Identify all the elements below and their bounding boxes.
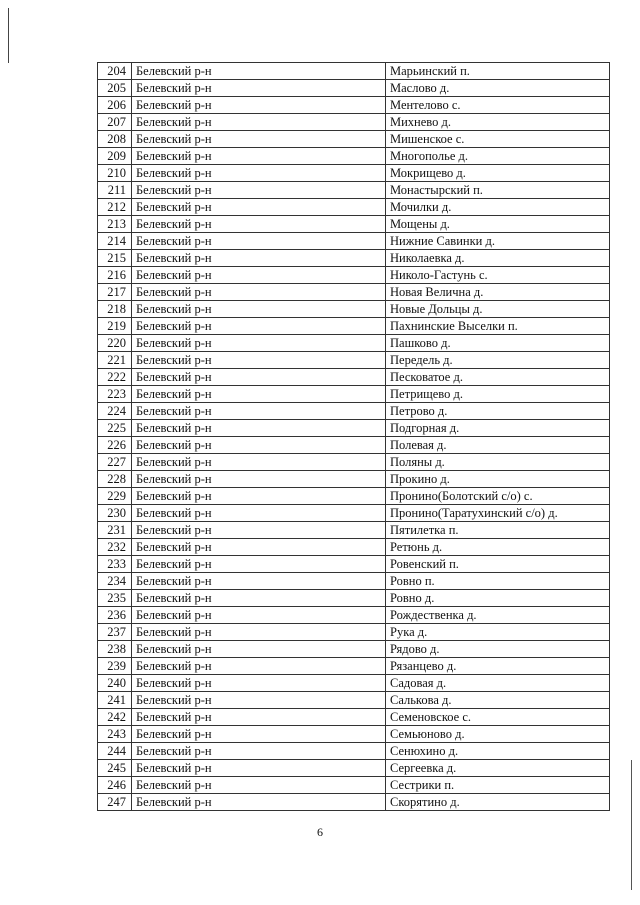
table-row (98, 777, 610, 794)
district-cell: Белевский р-н (132, 709, 386, 726)
district-cell: Белевский р-н (132, 692, 386, 709)
district-cell: Белевский р-н (132, 233, 386, 250)
district-cell: Белевский р-н (132, 369, 386, 386)
table-row (98, 284, 610, 301)
district-cell: Белевский р-н (132, 148, 386, 165)
district-cell: Белевский р-н (132, 743, 386, 760)
table-row (98, 301, 610, 318)
locality-cell: Ровно п. (386, 573, 610, 590)
table-row (98, 369, 610, 386)
district-cell: Белевский р-н (132, 80, 386, 97)
table-row (98, 199, 610, 216)
row-number-cell: 227 (98, 454, 132, 471)
locality-cell: Ментелово с. (386, 97, 610, 114)
district-cell: Белевский р-н (132, 488, 386, 505)
district-cell: Белевский р-н (132, 386, 386, 403)
locality-cell: Николаевка д. (386, 250, 610, 267)
row-number-cell: 211 (98, 182, 132, 199)
district-cell: Белевский р-н (132, 250, 386, 267)
table-row (98, 131, 610, 148)
table-row (98, 590, 610, 607)
district-cell: Белевский р-н (132, 539, 386, 556)
locality-table-body (98, 63, 610, 811)
row-number-cell: 238 (98, 641, 132, 658)
locality-cell: Подгорная д. (386, 420, 610, 437)
district-cell: Белевский р-н (132, 590, 386, 607)
row-number-cell: 226 (98, 437, 132, 454)
row-number-cell: 206 (98, 97, 132, 114)
locality-cell: Пятилетка п. (386, 522, 610, 539)
locality-cell: Пашково д. (386, 335, 610, 352)
table-row (98, 573, 610, 590)
row-number-cell: 217 (98, 284, 132, 301)
district-cell: Белевский р-н (132, 624, 386, 641)
row-number-cell: 246 (98, 777, 132, 794)
table-row (98, 437, 610, 454)
locality-cell: Михнево д. (386, 114, 610, 131)
table-row (98, 743, 610, 760)
table-row (98, 182, 610, 199)
district-cell: Белевский р-н (132, 607, 386, 624)
locality-cell: Ровенский п. (386, 556, 610, 573)
table-row (98, 709, 610, 726)
row-number-cell: 239 (98, 658, 132, 675)
scan-edge-mark (8, 8, 9, 63)
row-number-cell: 207 (98, 114, 132, 131)
row-number-cell: 215 (98, 250, 132, 267)
row-number-cell: 210 (98, 165, 132, 182)
locality-cell: Сенюхино д. (386, 743, 610, 760)
district-cell: Белевский р-н (132, 301, 386, 318)
locality-cell: Рука д. (386, 624, 610, 641)
locality-cell: Новые Дольцы д. (386, 301, 610, 318)
district-cell: Белевский р-н (132, 403, 386, 420)
locality-cell: Маслово д. (386, 80, 610, 97)
table-row (98, 726, 610, 743)
table-row (98, 250, 610, 267)
locality-cell: Мокрищево д. (386, 165, 610, 182)
row-number-cell: 236 (98, 607, 132, 624)
row-number-cell: 214 (98, 233, 132, 250)
table-row (98, 216, 610, 233)
row-number-cell: 222 (98, 369, 132, 386)
table-row (98, 80, 610, 97)
locality-cell: Нижние Савинки д. (386, 233, 610, 250)
locality-cell: Семьюново д. (386, 726, 610, 743)
locality-cell: Новая Велична д. (386, 284, 610, 301)
table-row (98, 539, 610, 556)
locality-cell: Поляны д. (386, 454, 610, 471)
locality-cell: Петрищево д. (386, 386, 610, 403)
district-cell: Белевский р-н (132, 556, 386, 573)
locality-cell: Семеновское с. (386, 709, 610, 726)
locality-cell: Марьинский п. (386, 63, 610, 80)
row-number-cell: 233 (98, 556, 132, 573)
table-row (98, 148, 610, 165)
district-cell: Белевский р-н (132, 522, 386, 539)
district-cell: Белевский р-н (132, 97, 386, 114)
district-cell: Белевский р-н (132, 777, 386, 794)
row-number-cell: 224 (98, 403, 132, 420)
table-row (98, 97, 610, 114)
district-cell: Белевский р-н (132, 658, 386, 675)
row-number-cell: 209 (98, 148, 132, 165)
row-number-cell: 245 (98, 760, 132, 777)
row-number-cell: 205 (98, 80, 132, 97)
row-number-cell: 216 (98, 267, 132, 284)
district-cell: Белевский р-н (132, 165, 386, 182)
locality-cell: Прокино д. (386, 471, 610, 488)
table-row (98, 165, 610, 182)
district-cell: Белевский р-н (132, 284, 386, 301)
locality-cell: Садовая д. (386, 675, 610, 692)
district-cell: Белевский р-н (132, 318, 386, 335)
table-row (98, 760, 610, 777)
locality-cell: Сестрики п. (386, 777, 610, 794)
row-number-cell: 241 (98, 692, 132, 709)
row-number-cell: 225 (98, 420, 132, 437)
district-cell: Белевский р-н (132, 454, 386, 471)
locality-cell: Пронино(Таратухинский с/о) д. (386, 505, 610, 522)
locality-cell: Николо-Гастунь с. (386, 267, 610, 284)
row-number-cell: 218 (98, 301, 132, 318)
locality-cell: Мочилки д. (386, 199, 610, 216)
district-cell: Белевский р-н (132, 726, 386, 743)
locality-cell: Петрово д. (386, 403, 610, 420)
district-cell: Белевский р-н (132, 216, 386, 233)
district-cell: Белевский р-н (132, 114, 386, 131)
row-number-cell: 230 (98, 505, 132, 522)
locality-cell: Рядово д. (386, 641, 610, 658)
row-number-cell: 219 (98, 318, 132, 335)
locality-cell: Мощены д. (386, 216, 610, 233)
district-cell: Белевский р-н (132, 335, 386, 352)
table-row (98, 386, 610, 403)
row-number-cell: 223 (98, 386, 132, 403)
row-number-cell: 243 (98, 726, 132, 743)
table-row (98, 641, 610, 658)
district-cell: Белевский р-н (132, 794, 386, 811)
row-number-cell: 235 (98, 590, 132, 607)
table-row (98, 63, 610, 80)
district-cell: Белевский р-н (132, 505, 386, 522)
locality-cell: Полевая д. (386, 437, 610, 454)
locality-cell: Ровно д. (386, 590, 610, 607)
row-number-cell: 240 (98, 675, 132, 692)
table-row (98, 233, 610, 250)
page-number: 6 (317, 825, 323, 839)
table-row (98, 556, 610, 573)
row-number-cell: 221 (98, 352, 132, 369)
district-cell: Белевский р-н (132, 471, 386, 488)
locality-cell: Рождественка д. (386, 607, 610, 624)
table-row (98, 318, 610, 335)
table-row (98, 794, 610, 811)
district-cell: Белевский р-н (132, 131, 386, 148)
table-row (98, 352, 610, 369)
row-number-cell: 244 (98, 743, 132, 760)
table-row (98, 454, 610, 471)
table-row (98, 403, 610, 420)
district-cell: Белевский р-н (132, 760, 386, 777)
row-number-cell: 237 (98, 624, 132, 641)
row-number-cell: 212 (98, 199, 132, 216)
table-row (98, 420, 610, 437)
row-number-cell: 204 (98, 63, 132, 80)
row-number-cell: 228 (98, 471, 132, 488)
locality-cell: Многополье д. (386, 148, 610, 165)
district-cell: Белевский р-н (132, 182, 386, 199)
row-number-cell: 220 (98, 335, 132, 352)
district-cell: Белевский р-н (132, 63, 386, 80)
table-row (98, 267, 610, 284)
row-number-cell: 242 (98, 709, 132, 726)
table-row (98, 675, 610, 692)
row-number-cell: 208 (98, 131, 132, 148)
district-cell: Белевский р-н (132, 675, 386, 692)
table-row (98, 624, 610, 641)
locality-cell: Ретюнь д. (386, 539, 610, 556)
locality-cell: Салькова д. (386, 692, 610, 709)
table-row (98, 607, 610, 624)
district-cell: Белевский р-н (132, 267, 386, 284)
locality-cell: Передель д. (386, 352, 610, 369)
locality-cell: Пронино(Болотский с/о) с. (386, 488, 610, 505)
row-number-cell: 234 (98, 573, 132, 590)
table-row (98, 658, 610, 675)
district-cell: Белевский р-н (132, 437, 386, 454)
row-number-cell: 231 (98, 522, 132, 539)
table-row (98, 692, 610, 709)
locality-cell: Мишенское с. (386, 131, 610, 148)
table-row (98, 505, 610, 522)
locality-cell: Монастырский п. (386, 182, 610, 199)
row-number-cell: 232 (98, 539, 132, 556)
district-cell: Белевский р-н (132, 420, 386, 437)
row-number-cell: 213 (98, 216, 132, 233)
row-number-cell: 247 (98, 794, 132, 811)
locality-cell: Песковатое д. (386, 369, 610, 386)
district-cell: Белевский р-н (132, 352, 386, 369)
district-cell: Белевский р-н (132, 573, 386, 590)
row-number-cell: 229 (98, 488, 132, 505)
table-row (98, 522, 610, 539)
locality-table (97, 62, 610, 811)
table-row (98, 471, 610, 488)
locality-cell: Рязанцево д. (386, 658, 610, 675)
locality-cell: Сергеевка д. (386, 760, 610, 777)
table-row (98, 335, 610, 352)
district-cell: Белевский р-н (132, 199, 386, 216)
table-row (98, 114, 610, 131)
table-row (98, 488, 610, 505)
locality-cell: Пахнинские Выселки п. (386, 318, 610, 335)
locality-cell: Скорятино д. (386, 794, 610, 811)
district-cell: Белевский р-н (132, 641, 386, 658)
